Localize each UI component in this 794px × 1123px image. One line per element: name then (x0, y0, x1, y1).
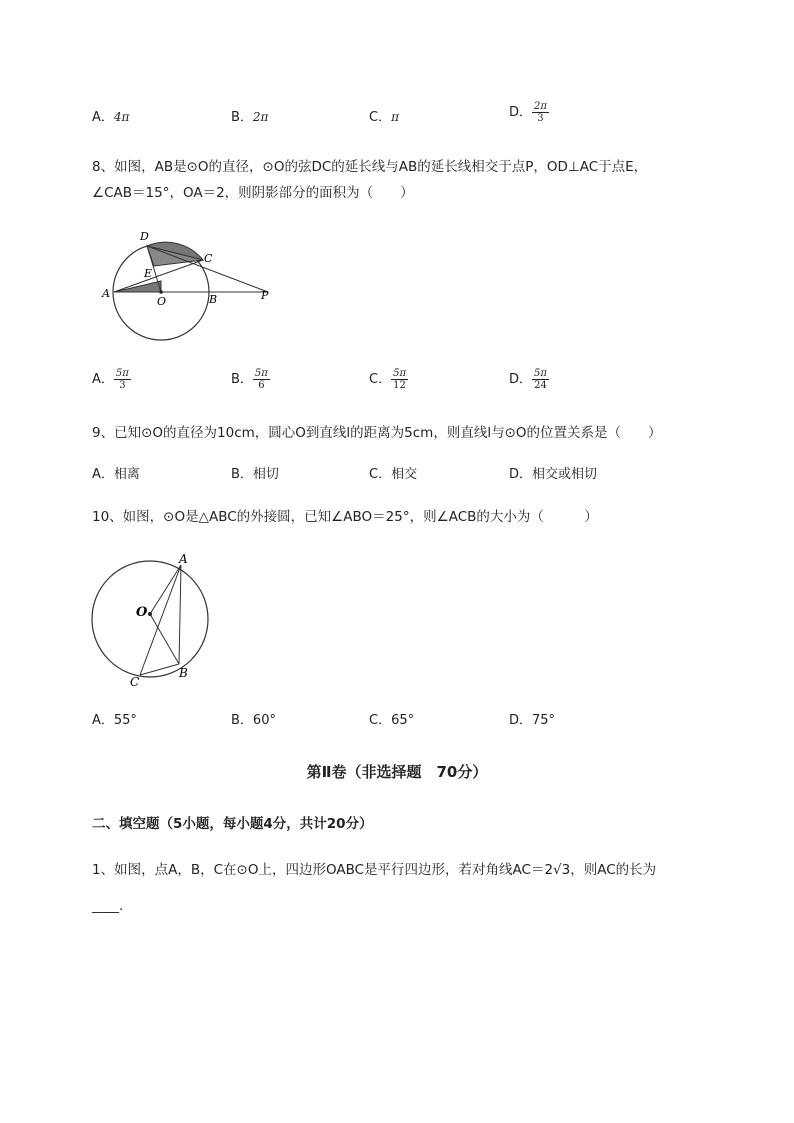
q8-figure (98, 226, 288, 344)
q8-option-b[interactable]: B． $\frac{5\pi}{6}$ (231, 368, 268, 391)
q10-label-a: A (179, 552, 188, 566)
q10-label-o: O (136, 605, 148, 620)
q10-option-b[interactable]: B．60° (231, 713, 276, 728)
q10-option-d[interactable]: D．75° (509, 713, 556, 728)
q10-line-ac (140, 565, 181, 675)
q9-option-b[interactable]: B．相切 (231, 467, 279, 482)
q10-center-dot (148, 612, 152, 616)
part2-title: 第Ⅱ卷（非选择题 70分） (306, 763, 488, 781)
q10-figure (88, 550, 218, 690)
fill-q1-text-line1: 1、如图，点A，B，C在⊙O上，四边形OABC是平行四边形，若对角线AC＝2√3，则AC的长为 (92, 862, 657, 878)
q7-option-d[interactable]: D． $\frac{2\pi}{3}$ (509, 101, 547, 124)
q8-label-c: C (204, 252, 213, 265)
q7-option-b[interactable]: B．2π (231, 110, 269, 125)
q8-label-p: P (261, 289, 269, 302)
q10-option-a[interactable]: A．55° (92, 713, 137, 728)
q8-label-b: B (209, 293, 218, 306)
q10-label-c: C (130, 675, 140, 689)
q8-option-d[interactable]: D． $\frac{5\pi}{24}$ (509, 368, 547, 391)
fill-blank-section-heading: 二、填空题（5小题，每小题4分，共计20分） (92, 816, 373, 832)
q8-label-o: O (157, 295, 167, 308)
fraction: $\frac{5\pi}{24}$ (534, 368, 547, 391)
q9-text: 9、已知⊙O的直径为10cm，圆心O到直线l的距离为5cm，则直线l与⊙O的位置关系是（ ） (92, 425, 662, 441)
fill-q1-answer-blank[interactable]: ____. (92, 898, 124, 914)
q10-line-ob (150, 614, 179, 664)
q7-option-a[interactable]: A．4π (92, 110, 130, 125)
q10-text: 10、如图，⊙O是△ABC的外接圆，已知∠ABO＝25°，则∠ACB的大小为（ ） (92, 509, 598, 525)
q8-option-c[interactable]: C． $\frac{5\pi}{12}$ (369, 368, 407, 391)
fraction: $\frac{5\pi}{6}$ (254, 368, 268, 391)
q8-shaded-triangle (114, 281, 161, 292)
q9-option-d[interactable]: D．相交或相切 (509, 467, 598, 482)
q8-center-dot (159, 290, 163, 294)
q9-option-c[interactable]: C．相交 (369, 467, 418, 482)
q10-line-cb (140, 664, 179, 675)
q9-option-a[interactable]: A．相离 (92, 467, 140, 482)
q8-label-a: A (102, 287, 110, 300)
q7-option-c[interactable]: C．π (369, 110, 399, 125)
q10-line-ab (179, 565, 181, 664)
q8-text-line1: 8、如图，AB是⊙O的直径，⊙O的弦DC的延长线与AB的延长线相交于点P，OD⊥AC于点E， (92, 159, 648, 175)
q8-option-a[interactable]: A． $\frac{5\pi}{3}$ (92, 368, 129, 391)
fraction: $\frac{5\pi}{12}$ (393, 368, 407, 391)
q10-circle (92, 561, 208, 677)
fraction: $\frac{2\pi}{3}$ (534, 101, 547, 124)
q10-option-c[interactable]: C．65° (369, 713, 415, 728)
q8-label-e: E (144, 267, 153, 280)
q8-text-line2: ∠CAB＝15°，OA＝2，则阴影部分的面积为（ ） (92, 185, 414, 201)
q8-label-d: D (140, 230, 149, 243)
fraction: $\frac{5\pi}{3}$ (115, 368, 129, 391)
q10-label-b: B (179, 666, 188, 680)
